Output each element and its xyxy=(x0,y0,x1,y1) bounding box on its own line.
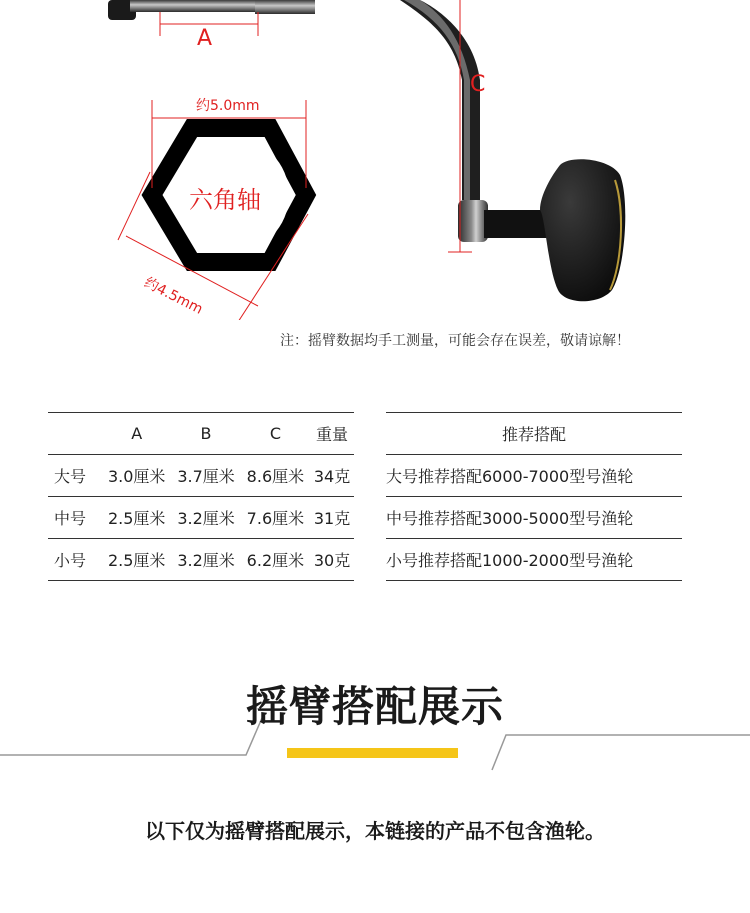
table-row xyxy=(386,497,682,539)
table-row xyxy=(48,497,354,539)
table-cell: 3.2厘米 xyxy=(171,497,240,539)
table-cell: 34克 xyxy=(310,455,354,497)
hex-width-label: 约5.0mm xyxy=(196,98,260,114)
table-cell: 3.0厘米 xyxy=(102,455,171,497)
product-disclaimer: 以下仅为摇臂搭配展示，本链接的产品不包含渔轮。 xyxy=(145,819,605,843)
table-header-row xyxy=(48,413,354,455)
table-cell: 中号 xyxy=(48,497,102,539)
table-header-cell: A xyxy=(102,413,171,455)
reel-handle-knob xyxy=(540,159,625,301)
table-cell: 大号 xyxy=(48,455,102,497)
table-cell: 中号推荐搭配3000-5000型号渔轮 xyxy=(386,497,682,539)
table-header-cell: B xyxy=(171,413,240,455)
table-cell: 6.2厘米 xyxy=(241,539,310,581)
measurement-note: 注：摇臂数据均手工测量，可能会存在误差，敬请谅解！ xyxy=(280,333,630,349)
table-cell: 3.7厘米 xyxy=(171,455,240,497)
table-cell: 30克 xyxy=(310,539,354,581)
recommend-table xyxy=(386,412,682,581)
size-spec-table xyxy=(48,412,354,581)
table-row xyxy=(386,455,682,497)
table-cell: 2.5厘米 xyxy=(102,497,171,539)
table-row xyxy=(386,539,682,581)
table-cell: 3.2厘米 xyxy=(171,539,240,581)
table-header-cell xyxy=(48,413,102,455)
table-header-cell: C xyxy=(241,413,310,455)
table-row xyxy=(48,455,354,497)
table-cell: 大号推荐搭配6000-7000型号渔轮 xyxy=(386,455,682,497)
table-header-row xyxy=(386,413,682,455)
table-row xyxy=(48,539,354,581)
table-header-cell: 重量 xyxy=(310,413,354,455)
table-cell: 7.6厘米 xyxy=(241,497,310,539)
table-cell: 8.6厘米 xyxy=(241,455,310,497)
hex-shaft-label: 六角轴 xyxy=(189,186,261,214)
table-cell: 小号 xyxy=(48,539,102,581)
table-cell: 小号推荐搭配1000-2000型号渔轮 xyxy=(386,539,682,581)
dimension-c-label: C xyxy=(470,72,486,97)
dimension-a-label: A xyxy=(197,26,213,51)
title-underline-bar xyxy=(287,748,458,758)
table-cell: 2.5厘米 xyxy=(102,539,171,581)
section-title: 摇臂搭配展示 xyxy=(245,682,504,731)
table-cell: 31克 xyxy=(310,497,354,539)
product-diagram xyxy=(0,0,750,320)
hex-diag-label: 约4.5mm xyxy=(141,274,206,318)
table-header-cell: 推荐搭配 xyxy=(386,413,682,455)
